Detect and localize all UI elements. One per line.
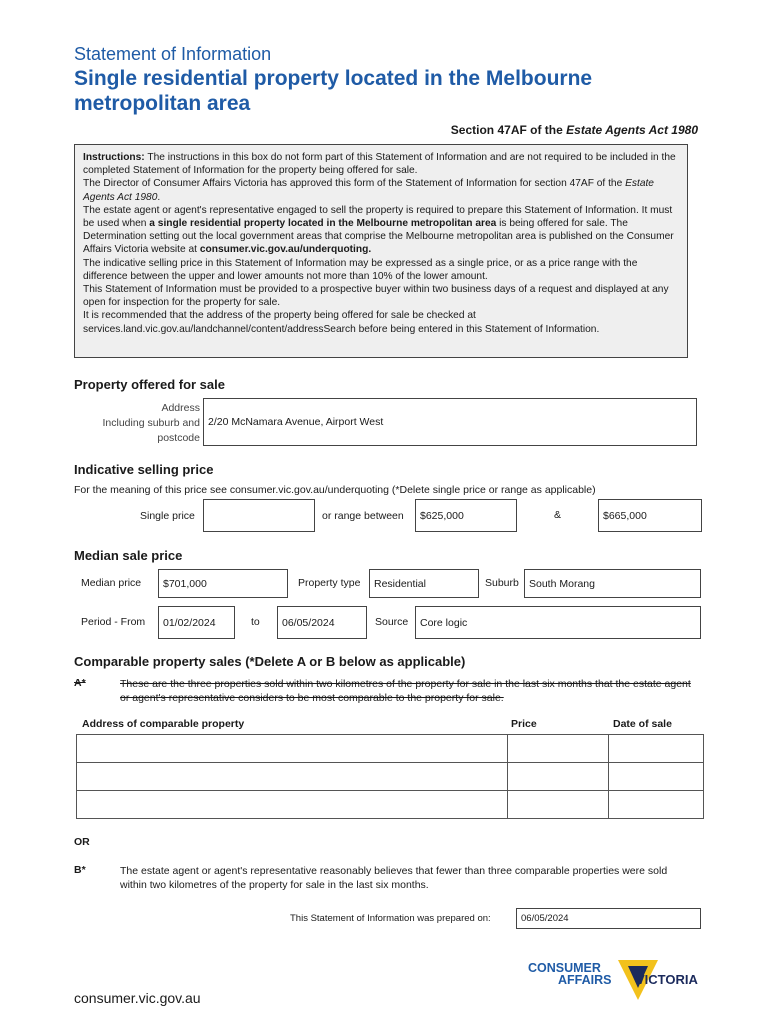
comparable-price-cell[interactable]	[508, 791, 609, 819]
col-price-header: Price	[511, 718, 537, 730]
median-price-field[interactable]: $701,000	[158, 569, 288, 598]
underquoting-link[interactable]: consumer.vic.gov.au/underquoting.	[199, 244, 372, 256]
form-subtitle: Statement of Information	[74, 44, 272, 64]
table-row	[77, 791, 704, 819]
table-row	[77, 735, 704, 763]
property-type-label: Property type	[298, 577, 361, 589]
section-prefix: Section 47AF of the	[450, 123, 567, 137]
median-price-label: Median price	[81, 577, 142, 589]
median-heading: Median sale price	[74, 548, 183, 563]
period-from-label: Period - From	[81, 616, 146, 628]
source-label: Source	[375, 616, 409, 628]
source-field[interactable]: Core logic	[415, 606, 701, 639]
prepared-label: This Statement of Information was prepared on:	[290, 913, 491, 924]
comparable-price-cell[interactable]	[508, 735, 609, 763]
address-field[interactable]: 2/20 McNamara Avenue, Airport West	[203, 398, 697, 446]
instructions-p3-text: The estate agent or agent's representative engaged to sell the property is required to prepare this Statement of Information. It must be used when	[83, 204, 673, 230]
range-low-field[interactable]: $625,000	[415, 499, 517, 532]
instructions-p2-end: .	[157, 191, 161, 203]
instructions-p6: It is recommended that the address of the property being offered for sale be checked at services.land.vic.gov.au/landchannel/content/addressSearch before being entered in this Statement of Information.	[83, 310, 600, 335]
instructions-p5: This Statement of Information must be provided to a prospective buyer within two business days of a request and displayed at any open for inspection for the property for sale.	[83, 284, 669, 309]
footer-url[interactable]: consumer.vic.gov.au	[74, 990, 201, 1006]
option-b-label: B*	[74, 864, 86, 876]
comparable-date-cell[interactable]	[609, 763, 704, 791]
address-label-line1: Address	[161, 402, 200, 414]
prepared-date-field[interactable]: 06/05/2024	[516, 908, 701, 929]
section-act: Estate Agents Act 1980	[566, 123, 698, 137]
suburb-label: Suburb	[485, 577, 519, 589]
property-type-field[interactable]: Residential	[369, 569, 479, 598]
single-price-label: Single price	[140, 510, 195, 522]
period-from-field[interactable]: 01/02/2024	[158, 606, 235, 639]
option-a-text: These are the three properties sold within two kilometres of the property for sale in the last six months that the estate agent or agent's representative considers to be most comparable to the property for sale.	[120, 678, 691, 704]
indicative-note: For the meaning of this price see consumer.vic.gov.au/underquoting (*Delete single price or range as applicable)	[74, 484, 596, 496]
single-price-field[interactable]	[203, 499, 315, 532]
instructions-p1	[83, 151, 679, 177]
instructions-p3-text-b: is being offered for sale. The Determination setting out the local government areas that comprise the Melbourne metropolitan area is published on the Consumer Affairs Victoria website at	[83, 218, 674, 256]
col-date-header: Date of sale	[613, 718, 672, 730]
instructions-p4: The indicative selling price in this Statement of Information may be expressed as a single price, or as a price range with the difference between the upper and lower amounts not more than 10% of the lower amount.	[83, 257, 638, 282]
comparable-date-cell[interactable]	[609, 735, 704, 763]
comparable-address-cell[interactable]	[77, 791, 508, 819]
address-label-line2: Including suburb and	[102, 417, 200, 429]
instructions-p3	[83, 204, 679, 257]
period-to-field[interactable]: 06/05/2024	[277, 606, 367, 639]
logo-line2: AFFAIRS	[558, 973, 612, 987]
option-a-label: A*	[74, 677, 86, 689]
comparable-table	[76, 734, 704, 819]
comparable-heading: Comparable property sales (*Delete A or B below as applicable)	[74, 654, 466, 669]
range-ampersand: &	[554, 509, 562, 521]
col-address-header: Address of comparable property	[82, 718, 245, 730]
comparable-address-cell[interactable]	[77, 763, 508, 791]
indicative-heading: Indicative selling price	[74, 462, 214, 477]
instructions-p1-text: The instructions in this box do not form part of this Statement of Information and are not required to be included in the completed Statement of Information for the property being offered for sale.	[83, 152, 676, 177]
suburb-field[interactable]: South Morang	[524, 569, 701, 598]
property-heading: Property offered for sale	[74, 377, 225, 392]
option-b-text: The estate agent or agent's representative reasonably believes that fewer than three comparable properties were sold within two kilometres of the property for sale in the last six months.	[120, 865, 668, 891]
period-to-label: to	[251, 616, 260, 628]
comparable-date-cell[interactable]	[609, 791, 704, 819]
comparable-address-cell[interactable]	[77, 735, 508, 763]
table-row	[77, 763, 704, 791]
form-title: Single residential property located in the Melbourne metropolitan area	[74, 67, 593, 115]
consumer-affairs-victoria-logo	[528, 958, 704, 1002]
logo-line3: VICTORIA	[636, 972, 698, 987]
address-label-line3: postcode	[157, 432, 200, 444]
address-label	[74, 401, 200, 446]
instructions-box	[74, 144, 688, 358]
or-label: OR	[74, 836, 90, 848]
instructions-p2	[83, 177, 679, 203]
comparable-price-cell[interactable]	[508, 763, 609, 791]
section-reference	[451, 123, 698, 137]
instructions-label: Instructions:	[83, 152, 145, 163]
instructions-p2-text: The Director of Consumer Affairs Victoria has approved this form of the Statement of Information for section 47AF of the	[83, 178, 626, 190]
range-label: or range between	[322, 510, 404, 522]
range-high-field[interactable]: $665,000	[598, 499, 702, 532]
instructions-p3-bold: a single residential property located in the Melbourne metropolitan area	[149, 218, 497, 230]
logo-line1: CONSUMER	[528, 961, 601, 975]
instructions-p2-act: Estate Agents Act 1980	[83, 178, 654, 203]
